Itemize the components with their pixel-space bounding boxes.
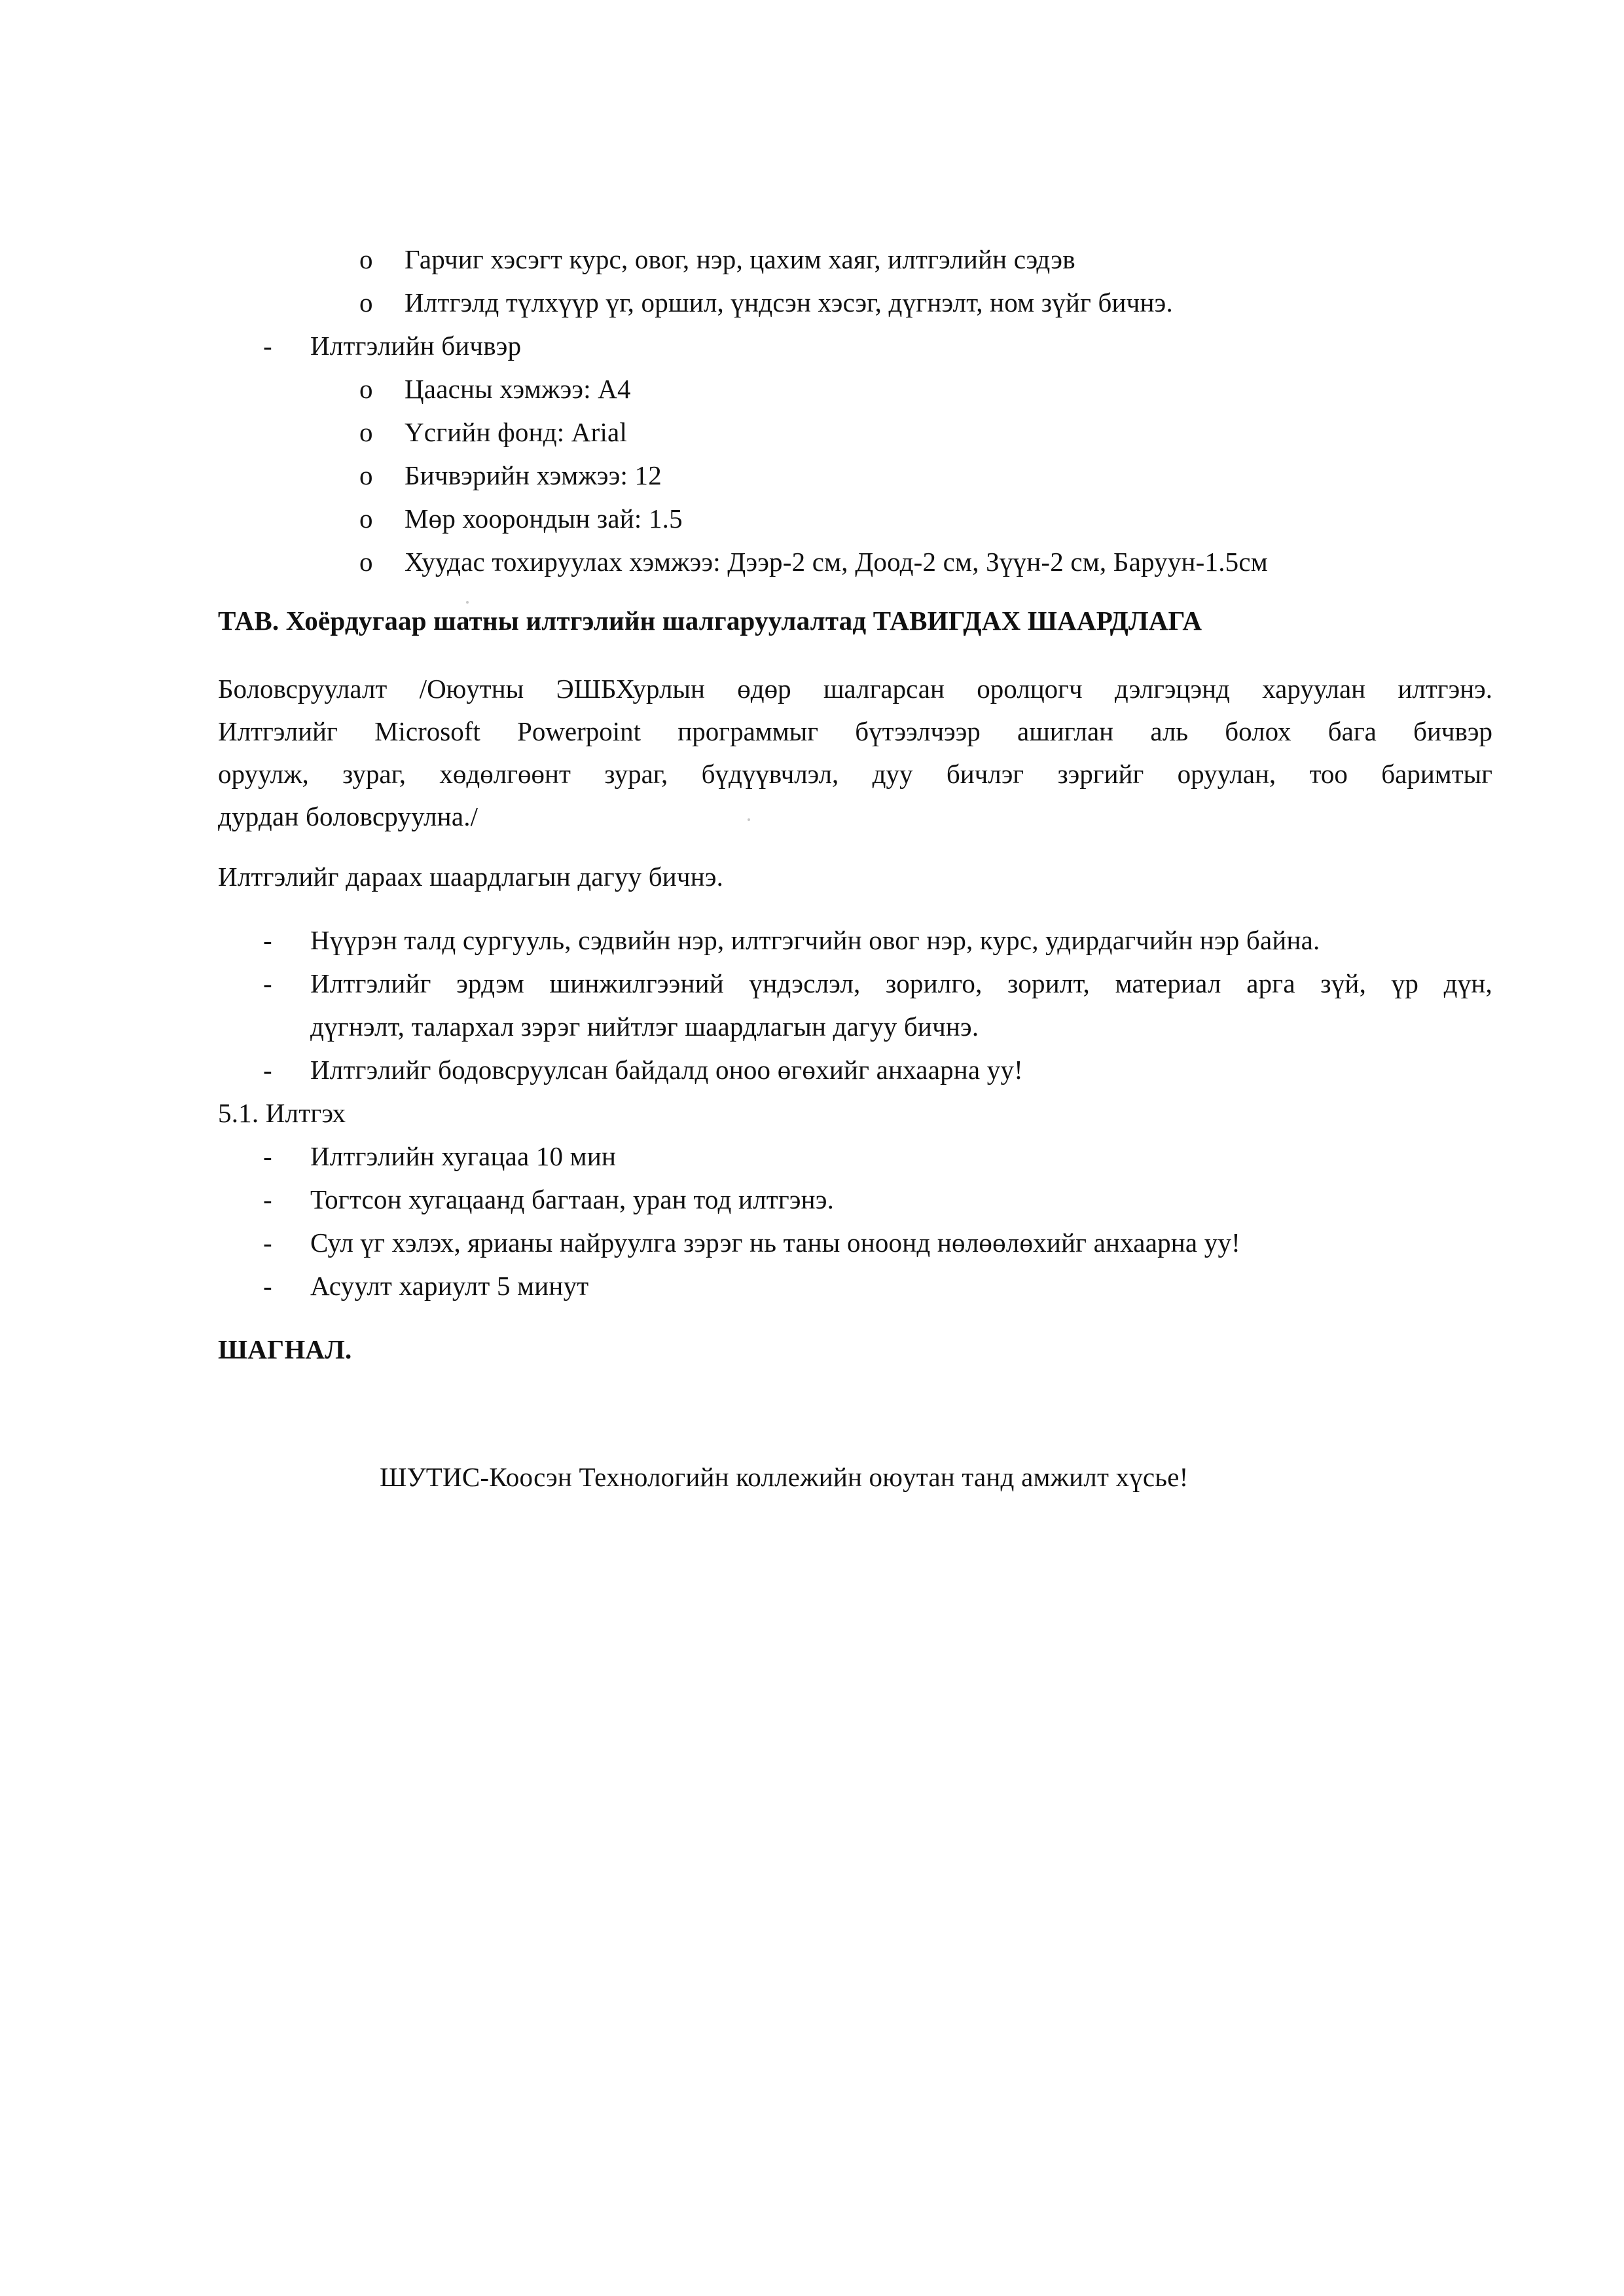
- paragraph-line: дурдан боловсруулна./: [218, 801, 478, 831]
- scan-speck: [748, 818, 750, 821]
- list-item: Асуулт хариулт 5 минут: [310, 1271, 589, 1301]
- list-item: Бичвэрийн хэмжээ: 12: [405, 460, 662, 490]
- list-item: Гарчиг хэсэгт курс, овог, нэр, цахим хаяг, илтгэлийн сэдэв: [405, 244, 1075, 274]
- circle-bullet: o: [359, 374, 373, 404]
- circle-bullet: o: [359, 503, 373, 534]
- dash-bullet: -: [263, 1271, 272, 1301]
- dash-bullet: -: [263, 968, 272, 998]
- list-item: Мөр хоорондын зай: 1.5: [405, 503, 683, 534]
- dash-bullet: -: [263, 1055, 272, 1085]
- paragraph-line: Боловсруулалт /Оюутны ЭШБХурлын өдөр шалгарсан оролцогч дэлгэцэнд харуулан илтгэнэ.: [218, 674, 1492, 704]
- dash-bullet: -: [263, 331, 272, 361]
- subsection-heading: 5.1. Илтгэх: [218, 1098, 346, 1128]
- circle-bullet: o: [359, 287, 373, 318]
- paragraph-line: Илтгэлийг Microsoft Powerpoint программыг бүтээлчээр ашиглан аль болох бага бичвэр: [218, 716, 1492, 746]
- list-item: Илтгэлийг бодовсруулсан байдалд оноо өгөхийг анхаарна уу!: [310, 1055, 1024, 1085]
- dash-bullet: -: [263, 1184, 272, 1214]
- list-item: Цаасны хэмжээ: А4: [405, 374, 631, 404]
- list-item: Хуудас тохируулах хэмжээ: Дээр-2 см, Доод-2 см, Зүүн-2 см, Баруун-1.5см: [405, 547, 1268, 577]
- list-item: Нүүрэн талд сургууль, сэдвийн нэр, илтгэгчийн овог нэр, курс, удирдагчийн нэр байна.: [310, 925, 1320, 955]
- rules-intro: Илтгэлийг дараах шаардлагын дагуу бичнэ.: [218, 862, 724, 892]
- circle-bullet: o: [359, 460, 373, 490]
- paragraph-line: оруулж, зураг, хөдөлгөөнт зураг, бүдүүвчлэл, дуу бичлэг зэргийг оруулан, тоо баримтыг: [218, 759, 1492, 789]
- section-heading: ТАВ. Хоёрдугаар шатны илтгэлийн шалгаруулалтад ТАВИГДАХ ШААРДЛАГА: [218, 606, 1202, 636]
- list-item: Илтгэлийн хугацаа 10 мин: [310, 1141, 617, 1171]
- list-item: Тогтсон хугацаанд багтаан, уран тод илтгэнэ.: [310, 1184, 835, 1214]
- list-item: Үсгийн фонд: Arial: [405, 417, 628, 447]
- dash-bullet: -: [263, 1228, 272, 1258]
- list-heading: Илтгэлийн бичвэр: [310, 331, 522, 361]
- list-item: Илтгэлд түлхүүр үг, оршил, үндсэн хэсэг, дүгнэлт, ном зүйг бичнэ.: [405, 287, 1173, 318]
- closing-line: ШУТИС-Коосэн Технологийн коллежийн оюутан танд амжилт хүсье!: [380, 1462, 1189, 1492]
- list-item: Сул үг хэлэх, ярианы найруулга зэрэг нь таны оноонд нөлөөлөхийг анхаарна уу!: [310, 1228, 1241, 1258]
- scan-speck: [466, 601, 469, 604]
- circle-bullet: o: [359, 244, 373, 274]
- award-heading: ШАГНАЛ.: [218, 1334, 352, 1364]
- list-item-continuation: дүгнэлт, талархал зэрэг нийтлэг шаардлагын дагуу бичнэ.: [310, 1011, 979, 1042]
- dash-bullet: -: [263, 925, 272, 955]
- circle-bullet: o: [359, 417, 373, 447]
- circle-bullet: o: [359, 547, 373, 577]
- dash-bullet: -: [263, 1141, 272, 1171]
- list-item: Илтгэлийг эрдэм шинжилгээний үндэслэл, зорилго, зорилт, материал арга зүй, үр дүн,: [310, 968, 1492, 998]
